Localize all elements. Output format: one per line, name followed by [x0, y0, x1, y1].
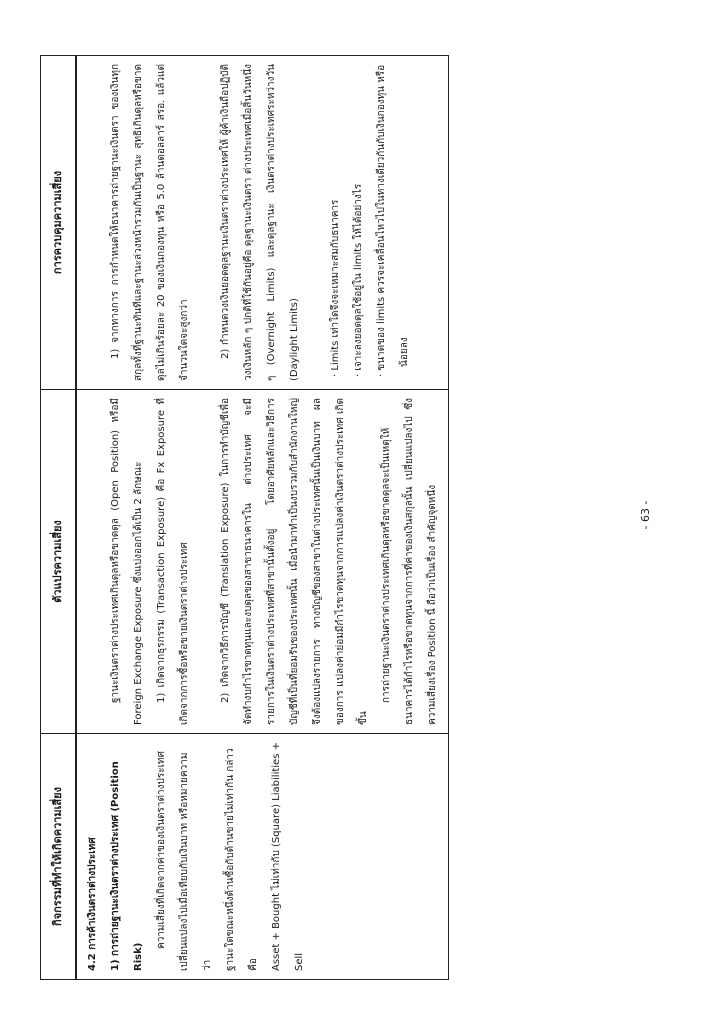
variable-intro: ฐานะเงินตราต่างประเทศเกินดุลหรือขาดดุล (Open Position) หรือมี Foreign Exchange Exposure ซึ่งแบ่งออกได้เป็น 2 ลักษณะ	[110, 398, 144, 725]
cell-risk-variable	[76, 390, 449, 734]
variable-paragraph-3: การถ่ายฐานะเงินตราต่างประเทศเกินดุลหรือขาดดุลจะเป็นเหตุให้ธนาคารได้กำไรหรือขาดทุนจากการที่ค่าของเงินสกุลนั้น เปลี่ยนแปลงไป ซึ่งความเสี่ยงเรื่อง Position นี้ ถือว่าเป็นเรื่อง สำคัญจุดหนึ่ง	[381, 398, 438, 725]
activity-line: ความเสี่ยงที่เกิดจากค่าของเงินตราต่างประเทศ	[156, 751, 167, 949]
variable-paragraph-2: 2) เกิดจากวิธีการบัญชี (Translation Exposure) ในการทำบัญชีเพื่อจัดทำงบกำไรขาดทุนและงบดุลของสาขาธนาคารใน ต่างประเทศ จะมีรายการในเงินตราต่างประเทศที่สาขานั้นตั้งอยู่ โดยอาศัยหลักและวิธีการบัญชีที่เป็นที่ยอมรับของประเทศนั้น เมื่อนำมาทำเป็นงบรวมกับสำนักงานใหญ่จึงต้องแปลงรายการ ทางบัญชีของสาขาในต่างประเทศนั้นเป็นเงินบาท ผลของการ แปลงค่าย่อมมีกำไรขาดทุนจากการแปลงค่าเงินตราต่างประเทศ เกิดขึ้น	[220, 398, 369, 725]
risk-control-table	[40, 55, 449, 980]
section-title: 4.2 การค้าเงินตราต่างประเทศ	[87, 837, 98, 971]
activity-line: ฐานะใดขณะหนึ่งด้านซื้อกับด้านขายไม่เท่ากัน กล่าวคือ	[225, 748, 259, 971]
control-bullet: · เจาะลงยอดดุลใช้อยู่ใน limits ให้ได้อย่างไร	[353, 183, 364, 377]
table-header-row	[41, 56, 77, 980]
header-risk-variable: ตัวแปรความเสี่ยง	[41, 390, 77, 734]
header-risk-activity: กิจกรรมที่ทำให้เกิดความเสี่ยง	[41, 734, 77, 980]
cell-risk-control	[76, 56, 449, 390]
header-risk-control: การควบคุมความเสี่ยง	[41, 56, 77, 390]
control-bullet-text: เจาะลงยอดดุลใช้อยู่ใน limits ให้ได้อย่างไร	[353, 183, 364, 371]
page-number: - 63 -	[639, 500, 652, 530]
cell-risk-activity	[76, 734, 449, 980]
control-paragraph-2: 2) กำหนดวงเงินยอดดุลฐานะเงินตราต่างประเทศให้ ผู้ค้าเงินถือปฏิบัติ วงเงินหลัก ๆ ปกติที่ใช้กันอยู่คือ ดุลฐานะเงินตรา ต่างประเทศเมื่อสิ้นวันหนึ่ง ๆ (Overnight Limits) และดุลฐานะ เงินตราต่างประเทศระหว่างวัน (Daylight Limits)	[220, 64, 300, 381]
activity-line: เปลี่ยนแปลงไปเมื่อเทียบกับเงินบาท หรือหมายความว่า	[179, 752, 213, 971]
item-title: 1) การถ่ายฐานะเงินตราต่างประเทศ (Position Risk)	[110, 761, 144, 971]
control-bullet-text: ขนาดของ limits ควรจะเคลื่อนไหวไปในทางเดียวกันกับเงินกองทุน หรือน้อยลง	[376, 64, 410, 371]
variable-paragraph-1: 1) เกิดจากธุรกรรม (Transaction Exposure) คือ Fx Exposure ที่เกิดจากการซื้อหรือขายเงินตราต่างประเทศ	[156, 398, 190, 725]
rotated-page-content	[40, 56, 438, 980]
activity-line: Asset + Bought ไม่เท่ากับ (Square) Liabilities + Sell	[271, 742, 305, 971]
control-paragraph-1: 1) จากทางการ การกำหนดให้ธนาคารถ่ายฐานะเงินตรา ของเงินทุกสกุลทั้งที่ฐานะทันทีและฐานะล่วงหน้ารวมกันเป็นฐานะ สุทธิเกินดุลหรือขาดดุลไม่เกินร้อยละ 20 ของเงินกองทุน หรือ 5.0 ล้านดอลลาร์ สรอ. แล้วแต่จำนวนใดจะสูงกว่า	[110, 64, 190, 381]
control-bullet: · Limits เท่าใดจึงจะเหมาะสมกับธนาคาร	[330, 199, 341, 377]
control-bullet-text: Limits เท่าใดจึงจะเหมาะสมกับธนาคาร	[330, 199, 341, 371]
control-bullet: · ขนาดของ limits ควรจะเคลื่อนไหวไปในทางเดียวกันกับเงินกองทุน หรือน้อยลง	[376, 64, 410, 377]
table-row	[76, 56, 449, 980]
